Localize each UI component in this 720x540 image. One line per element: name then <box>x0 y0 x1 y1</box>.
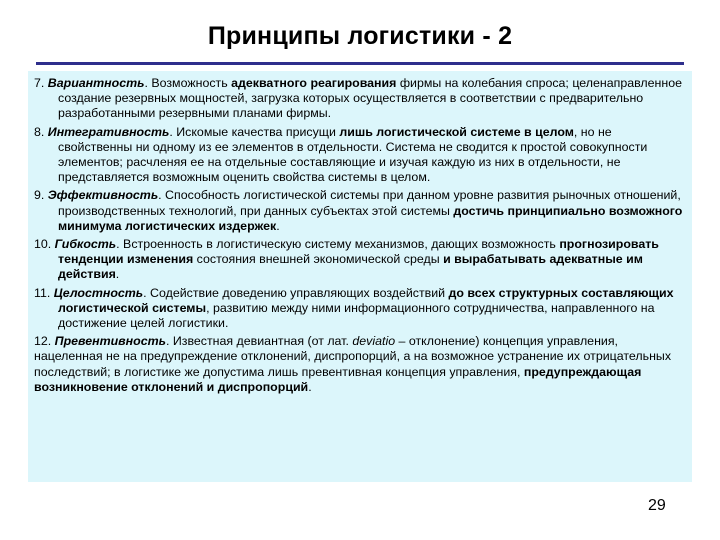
principle-term: Вариантность <box>47 76 145 90</box>
principle-term: Гибкость <box>54 237 117 252</box>
body-text: 7. <box>34 76 48 90</box>
body-text: 9. <box>34 188 48 203</box>
principle-term: Превентивность <box>54 334 166 349</box>
body-text: . <box>276 218 280 233</box>
title-underline <box>36 62 684 65</box>
slide-title: Принципы логистики - 2 <box>207 22 513 50</box>
principle-item <box>34 188 688 234</box>
body-text: фирмы на колебания спроса; целенаправленное создание резервных мощностей, загрузка которых осуществляется в соответствии с предварительно разработанными резервными планами фирмы. <box>58 76 682 121</box>
principle-term: Целостность <box>53 285 144 300</box>
body-text: . Искомые качества присущи <box>169 124 340 139</box>
body-text: 8. <box>34 124 48 139</box>
body-text: , но не свойственны ни одному из ее элементов в отдельности. Система не сводится к простой совокупности элементов; расчленяя ее на отдельные составляющие и изучая каждую из них в отдельности, не представляется возможным оценить свойства системы в целом. <box>58 124 648 185</box>
emphasis-text: до всех структурных составляющих логистической системы <box>58 285 674 315</box>
principles-list <box>34 76 688 398</box>
body-text: . <box>308 379 312 394</box>
principle-item <box>34 237 688 283</box>
emphasis-text: прогнозировать тенденции изменения <box>58 237 659 267</box>
principle-term: Эффективность <box>47 188 159 203</box>
body-text: . Встроенность в логистическую систему механизмов, дающих возможность <box>116 237 560 252</box>
principle-term: Интегративность <box>47 124 170 139</box>
body-text: . Содействие доведению управляющих воздействий <box>143 285 449 300</box>
body-text: 10. <box>34 237 55 252</box>
principle-item <box>34 334 688 395</box>
principle-item <box>34 125 688 186</box>
principle-item <box>34 76 688 122</box>
principle-item <box>34 286 688 332</box>
emphasis-text: и вырабатывать адекватные им действия <box>58 252 643 282</box>
page-number: 29 <box>648 497 666 514</box>
body-text: 12. <box>34 334 55 349</box>
body-text: . Известная девиантная (от лат. <box>165 334 353 349</box>
emphasis-text: предупреждающая возникновение отклонений и диспропорций <box>34 364 642 394</box>
body-text: . Возможность <box>144 76 232 90</box>
body-text: состояния внешней экономической среды <box>193 252 444 267</box>
emphasis-text: лишь логистической системе в целом <box>339 124 574 139</box>
emphasis-text: адекватного реагирования <box>231 76 397 90</box>
body-text: . <box>115 267 120 282</box>
body-text: deviatio <box>352 334 396 349</box>
body-text: , развитию между ними информационного сотрудничества, направленного на достижение целей логистики. <box>58 300 655 331</box>
body-text: . Способность логистической системы при данном уровне развития рыночных отношений, производственных технологий, при данных субъектах этой системы <box>58 188 681 218</box>
body-text: – отклонение) концепция управления, нацеленная не на предупреждение отклонений, диспропорций, а на возможное устранение их отрицательных последствий; в логистике же допустима лишь превентивная концепция управления, <box>34 334 672 379</box>
emphasis-text: достичь принципиально возможного минимума логистических издержек <box>58 203 683 233</box>
body-text: 11. <box>34 285 54 300</box>
